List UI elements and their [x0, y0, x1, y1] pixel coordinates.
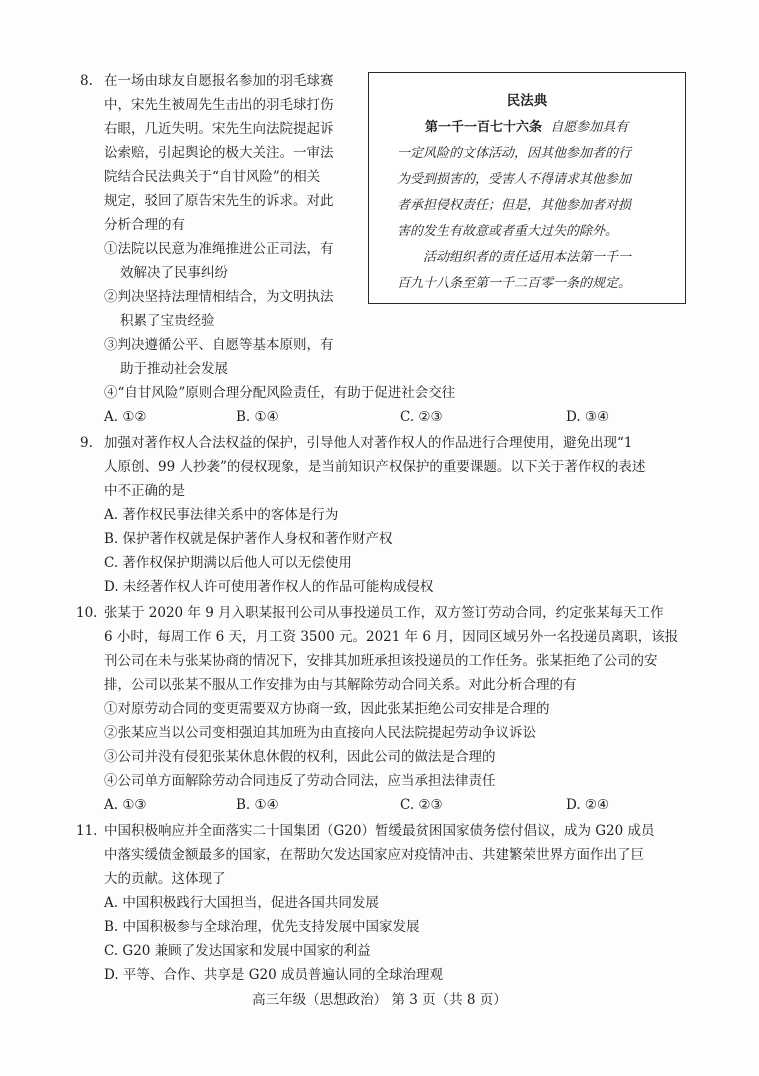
- question-10-statement-2: ②张某应当以公司变相强迫其加班为由直接向人民法院提起劳动争议诉讼: [104, 725, 536, 741]
- question-8-option-d: D. ③④: [566, 409, 610, 425]
- question-9-option-d: D. 未经著作权人许可使用著作权人的作品可能构成侵权: [104, 579, 434, 595]
- question-9-option-a: A. 著作权民事法律关系中的客体是行为: [104, 507, 339, 523]
- question-9-stem-line: 人原创、99 人抄袭”的侵权现象，是当前知识产权保护的重要课题。以下关于著作权的表述: [104, 459, 646, 475]
- excerpt-line: 活动组织者的责任适用本法第一千一: [423, 250, 632, 265]
- question-8-statement-2: ②判决坚持法理情相结合，为文明执法: [104, 289, 334, 305]
- question-10-stem-line: 排，公司以张某不服从工作安排为由与其解除劳动合同关系。对此分析合理的有: [104, 677, 577, 693]
- question-8-number: 8.: [80, 73, 93, 89]
- excerpt-text: 自愿参加具有: [550, 120, 629, 135]
- question-9-option-c: C. 著作权保护期满以后他人可以无偿使用: [104, 555, 352, 571]
- question-8-stem-line: 规定，驳回了原告宋先生的诉求。对此: [104, 193, 334, 209]
- question-8-statement-3-cont: 助于推动社会发展: [120, 361, 228, 377]
- excerpt-line: 者承担侵权责任；但是，其他参加者对损: [397, 198, 632, 213]
- excerpt-line: 百九十八条至第一千二百零一条的规定。: [397, 276, 632, 291]
- page-footer: 高三年级（思想政治） 第 3 页（共 8 页）: [252, 992, 507, 1008]
- question-10-statement-4: ④公司单方面解除劳动合同违反了劳动合同法，应当承担法律责任: [104, 773, 496, 789]
- civil-code-excerpt-box: [368, 72, 686, 304]
- question-8-stem-line: 在一场由球友自愿报名参加的羽毛球赛: [104, 73, 334, 89]
- question-11-stem-line: 大的贡献。这体现了: [104, 871, 226, 887]
- question-10-option-d: D. ②④: [566, 797, 610, 813]
- question-8-stem-line: 分析合理的有: [104, 217, 185, 233]
- excerpt-line: 一定风险的文体活动，因其他参加者的行: [397, 146, 632, 161]
- excerpt-article-number: 第一千一百七十六条: [425, 120, 543, 135]
- question-8-option-c: C. ②③: [400, 409, 443, 425]
- question-11-option-b: B. 中国积极参与全球治理，优先支持发展中国家发展: [104, 919, 420, 935]
- question-9-stem-line: 中不正确的是: [104, 483, 185, 499]
- question-8-stem-line: 讼索赔，引起舆论的极大关注。一审法: [104, 145, 334, 161]
- question-9-stem-line: 加强对著作权人合法权益的保护，引导他人对著作权人的作品进行合理使用，避免出现“1: [104, 435, 633, 451]
- question-10-stem-line: 张某于 2020 年 9 月入职某报刊公司从事投递员工作，双方签订劳动合同，约定张某每天工作: [104, 605, 664, 621]
- excerpt-line: 为受到损害的，受害人不得请求其他参加: [397, 172, 632, 187]
- question-11-number: 11.: [76, 823, 98, 839]
- excerpt-first-line: [425, 119, 628, 137]
- question-8-option-b: B. ①④: [236, 409, 279, 425]
- question-10-option-a: A. ①③: [104, 797, 147, 813]
- question-8-stem-line: 院结合民法典关于“自甘风险”的相关: [104, 169, 321, 185]
- question-11-option-c: C. G20 兼顾了发达国家和发展中国家的利益: [104, 943, 371, 959]
- question-8-option-a: A. ①②: [104, 409, 147, 425]
- question-11-option-d: D. 平等、合作、共享是 G20 成员普遍认同的全球治理观: [104, 967, 443, 983]
- question-10-stem-line: 刊公司在未与张某协商的情况下，安排其加班承担该投递员的工作任务。张某拒绝了公司的安: [104, 653, 658, 669]
- excerpt-line: 害的发生有故意或者重大过失的除外。: [397, 224, 619, 239]
- question-8-stem-line: 右眼，几近失明。宋先生向法院提起诉: [104, 121, 334, 137]
- question-10-option-c: C. ②③: [400, 797, 443, 813]
- question-9-number: 9.: [80, 435, 93, 451]
- question-9-option-b: B. 保护著作权就是保护著作人身权和著作财产权: [104, 531, 393, 547]
- question-11-option-a: A. 中国积极践行大国担当，促进各国共同发展: [104, 895, 379, 911]
- question-11-stem-line: 中落实缓债金额最多的国家，在帮助欠发达国家应对疫情冲击、共建繁荣世界方面作出了巨: [104, 847, 644, 863]
- question-10-statement-3: ③公司并没有侵犯张某休息休假的权利，因此公司的做法是合理的: [104, 749, 496, 765]
- question-8-statement-3: ③判决遵循公平、自愿等基本原则，有: [104, 337, 334, 353]
- question-10-number: 10.: [76, 605, 98, 621]
- question-8-statement-4: ④“自甘风险”原则合理分配风险责任，有助于促进社会交往: [104, 385, 456, 401]
- question-8-stem-line: 中，宋先生被周先生击出的羽毛球打伤: [104, 97, 334, 113]
- question-10-option-b: B. ①④: [236, 797, 279, 813]
- question-11-stem-line: 中国积极响应并全面落实二十国集团（G20）暂缓最贫困国家债务偿付倡议，成为 G20 成员: [104, 823, 655, 839]
- question-10-statement-1: ①对原劳动合同的变更需要双方协商一致，因此张某拒绝公司安排是合理的: [104, 701, 550, 717]
- question-8-statement-1-cont: 效解决了民事纠纷: [120, 265, 228, 281]
- excerpt-title: 民法典: [506, 93, 548, 109]
- question-10-stem-line: 6 小时，每周工作 6 天，月工资 3500 元。2021 年 6 月，因同区域另外一名投递员离职，该报: [104, 629, 679, 645]
- question-8-statement-1: ①法院以民意为准绳推进公正司法，有: [104, 241, 334, 257]
- question-8-statement-2-cont: 积累了宝贵经验: [120, 313, 215, 329]
